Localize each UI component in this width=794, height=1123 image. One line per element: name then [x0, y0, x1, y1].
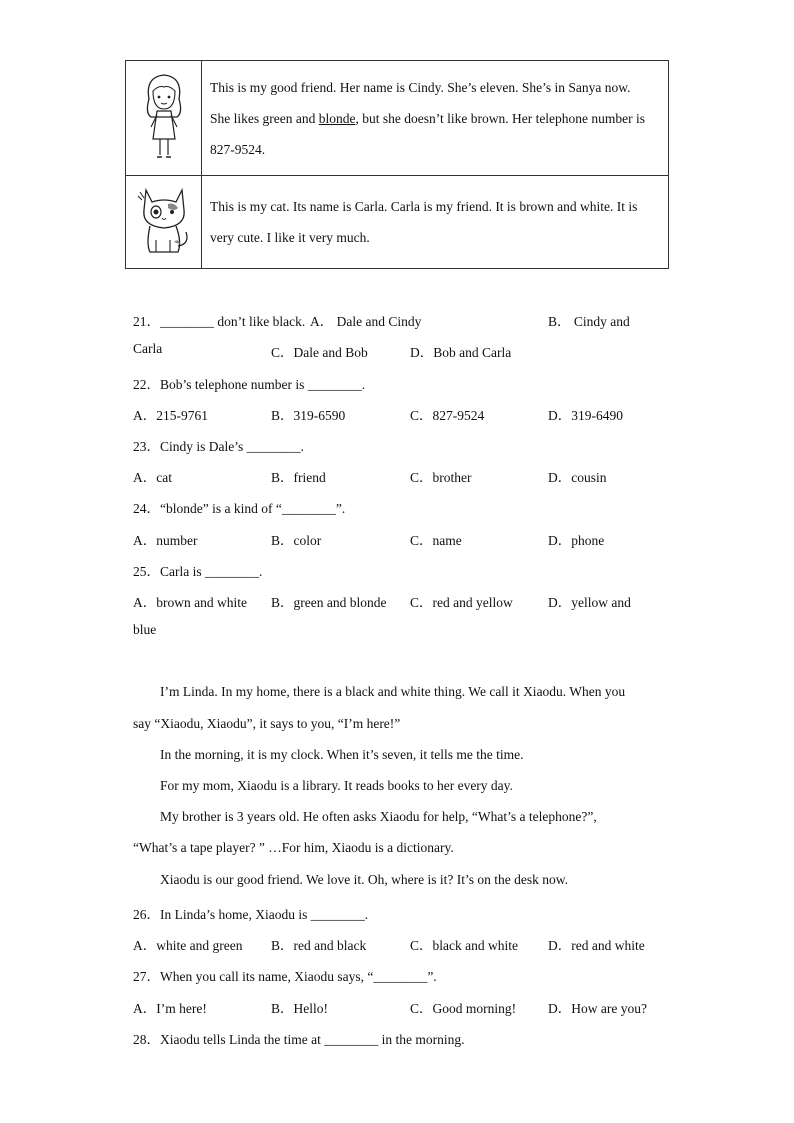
q21-option-b-continued: Carla: [133, 341, 163, 356]
q21-option-d[interactable]: D．Bob and Carla: [410, 345, 512, 360]
passage-p2: In the morning, it is my clock. When it’s seven, it tells me the time.: [160, 747, 524, 762]
q22-stem: 22．Bob’s telephone number is ________.: [133, 377, 366, 392]
q26-option-c[interactable]: C．black and white: [410, 938, 518, 953]
q23-option-d[interactable]: D．cousin: [548, 470, 607, 485]
passage-p4-line1: My brother is 3 years old. He often asks Xiaodu for help, “What’s a telephone?”,: [160, 809, 597, 824]
info-table: [125, 60, 669, 269]
q27-stem: 27．When you call its name, Xiaodu says, “________”.: [133, 969, 437, 984]
table-row: [126, 61, 669, 176]
q22-option-c[interactable]: C．827-9524: [410, 408, 485, 423]
carla-description: [202, 176, 669, 269]
cindy-description: [202, 61, 669, 176]
q25-option-c[interactable]: C．red and yellow: [410, 595, 513, 610]
passage-p4-line2: “What’s a tape player? ” …For him, Xiaodu is a dictionary.: [133, 840, 454, 855]
q26-option-b[interactable]: B．red and black: [271, 938, 367, 953]
q22-option-d[interactable]: D．319-6490: [548, 408, 623, 423]
q23-option-c[interactable]: C．brother: [410, 470, 472, 485]
q25-option-d[interactable]: D．yellow and: [548, 595, 631, 610]
cindy-line-2: [210, 103, 660, 134]
q26-option-a[interactable]: A．white and green: [133, 938, 243, 953]
q22-option-a[interactable]: A．215-9761: [133, 408, 208, 423]
q21-option-b[interactable]: B． Cindy and: [548, 314, 630, 329]
girl-icon: [139, 69, 189, 163]
carla-line-1: This is my cat. Its name is Carla. Carla is my friend. It is brown and white. It is: [210, 199, 638, 214]
q27-option-b[interactable]: B．Hello!: [271, 1001, 328, 1016]
passage-p5: Xiaodu is our good friend. We love it. Oh, where is it? It’s on the desk now.: [160, 872, 568, 887]
q27-option-c[interactable]: C．Good morning!: [410, 1001, 517, 1016]
q27-option-a[interactable]: A．I’m here!: [133, 1001, 207, 1016]
q24-option-a[interactable]: A．number: [133, 533, 198, 548]
q23-stem: 23．Cindy is Dale’s ________.: [133, 439, 304, 454]
q23-option-a[interactable]: A．cat: [133, 470, 172, 485]
girl-picture-cell: [126, 61, 202, 176]
q26-option-d[interactable]: D．red and white: [548, 938, 645, 953]
q26-stem: 26．In Linda’s home, Xiaodu is ________.: [133, 907, 369, 922]
cindy-line-3: 827-9524.: [210, 141, 266, 157]
q23-option-b[interactable]: B．friend: [271, 470, 326, 485]
carla-line-2: very cute. I like it very much.: [210, 230, 370, 245]
q25-stem: 25．Carla is ________.: [133, 564, 263, 579]
q25-option-d-continued: blue: [133, 622, 157, 637]
cindy-line-1: This is my good friend. Her name is Cindy. She’s eleven. She’s in Sanya now.: [210, 79, 631, 95]
blonde-underlined: blonde: [318, 110, 356, 126]
passage-p3: For my mom, Xiaodu is a library. It reads books to her every day.: [160, 778, 513, 793]
q21-option-a[interactable]: A． Dale and Cindy: [310, 314, 422, 329]
cat-icon: [134, 182, 194, 258]
q22-option-b[interactable]: B．319-6590: [271, 408, 346, 423]
q24-option-d[interactable]: D．phone: [548, 533, 605, 548]
q28-stem: 28．Xiaodu tells Linda the time at ________ in the morning.: [133, 1032, 465, 1047]
q25-option-a[interactable]: A．brown and white: [133, 595, 247, 610]
q27-option-d[interactable]: D．How are you?: [548, 1001, 647, 1016]
q21-stem: 21．________ don’t like black.: [133, 314, 306, 329]
passage-p1-line2: say “Xiaodu, Xiaodu”, it says to you, “I’m here!”: [133, 716, 401, 731]
passage-p1-line1: I’m Linda. In my home, there is a black and white thing. We call it Xiaodu. When you: [160, 684, 626, 699]
q24-option-b[interactable]: B．color: [271, 533, 322, 548]
q24-stem: 24．“blonde” is a kind of “________”.: [133, 501, 346, 516]
q24-option-c[interactable]: C．name: [410, 533, 462, 548]
cindy-line-2-pre: She likes green and: [210, 110, 319, 126]
q21-option-c[interactable]: C．Dale and Bob: [271, 345, 368, 360]
cat-picture-cell: [126, 176, 202, 269]
cindy-line-2-post: , but she doesn’t like brown. Her telephone number is: [355, 110, 646, 126]
table-row: [126, 176, 669, 269]
q25-option-b[interactable]: B．green and blonde: [271, 595, 387, 610]
